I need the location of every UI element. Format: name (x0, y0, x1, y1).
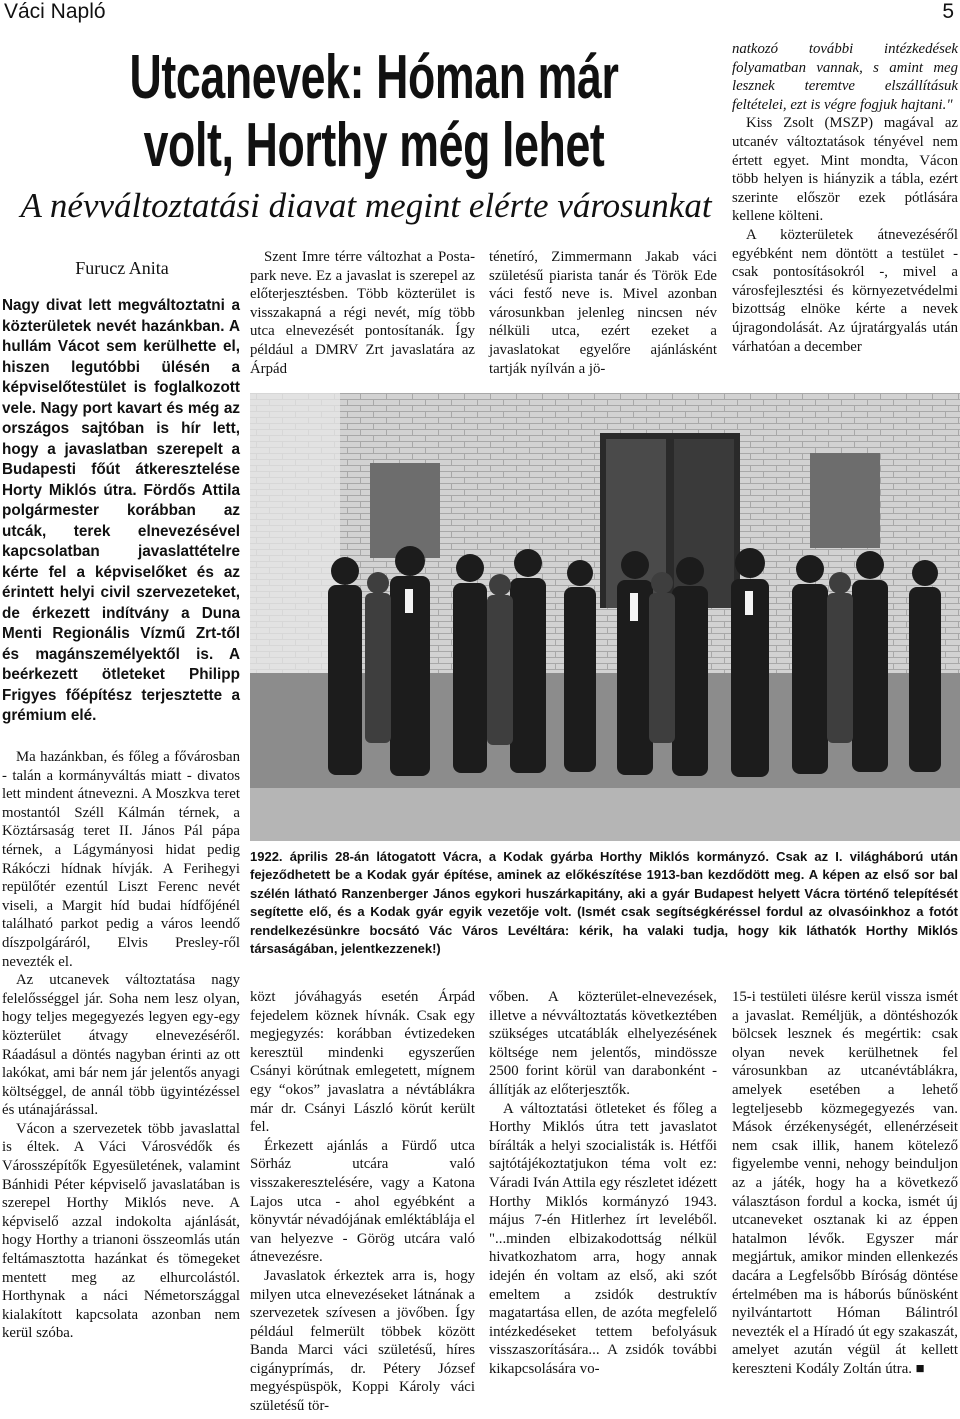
article-title: Utcanevek: Hóman már volt, Horthy még lehet (129, 43, 619, 180)
col4-paragraph: natkozó további intézkedések folyamatban vannak, s amint meg lesznek teremtve elszállításuk feltételei, ezt is végre fogjuk hajtani." (732, 41, 958, 113)
column-2-bottom-text (250, 988, 475, 1416)
column-1-text (2, 748, 240, 1343)
col3-paragraph: vőben. A közterület-elnevezések, illetve a névváltoztatás következtében szükséges utcatáblák elhelyezésének költsége nem jelentős, mindössze 2500 forint körül van darabonként - állítják az előterjesztők. (489, 989, 717, 1098)
col4-paragraph: A közterületek átnevezéséről egyébként nem döntött a testület - csak pontosításokról -, mivel a városfejlesztési és környezetvédelmi bizottság elnöke kérte a nevek újragondolását. Az újratárgyalás után várhatóan a december (732, 226, 958, 355)
col2-paragraph: Érkezett ajánlás a Fürdő utca Sörház utcára való visszakeresztelésére, vagy a Katona Lajos utca - ahol egyébként a könyvtár névadójának emléktáblája el van helyezve - Görög utcára való átnevezésre. (250, 1137, 475, 1266)
col1-paragraph: Az utcanevek változtatása nagy felelősséggel jár. Soha nem lesz olyan, hogy teljes megegyezés legyen egy-egy közterület átvagy elnevezéséről. Ráadásul a döntés nagyban érinti az ott lakókat, ami bár nem jár jelentős anyagi költséggel, de annál több ügyintézéssel és utánajárással. (2, 972, 240, 1119)
photo-caption: 1922. április 28-án látogatott Vácra, a Kodak gyárba Horthy Miklós kormányzó. Csak az I. világháború után fejeződhetett be a Kodak gyár építése, aminek az előkészítése 1913-ban kezdődött meg. A képen az első sor bal szélén látható Ranzenberger János egykori huszárkapitány, aki a gyár Budapest helyett Vácra történő telepítését segítette elő, és a Kodak gyár egyik vezetője volt. (Ismét csak segítségkéréssel fordul az olvasóinkhoz a fotót rendelkezésünkre bocsátó Vác Város Levéltára: kérik, ha valaki tudja, hogy kik láthatók Horthy Miklós társaságában, jelentkezzenek!) (250, 849, 958, 957)
column-3-top-text: ténetíró, Zimmermann Jakab váci születésű piarista tanár és Török Ede váci festő neve is. Mivel azonban városunkban jelenleg nincsen név nélküli utca, ezért ezeket a javaslatokat egyelőre ajánlásként tartják nyílván a jö- (489, 249, 717, 377)
page-number: 5 (942, 0, 954, 23)
publication-name: Váci Napló (4, 0, 106, 23)
col3-paragraph: A változtatási ötleteket és főleg a Horthy Miklós útra tett javaslatot bírálták a helyi szocialisták is. Hétfői sajtótájékoztatjukon téma volt ez: Váradi Iván Attila egy részletet idézett Horthy Miklós kormányzó 1943. május 7-én Hitlerhez írt leveléből. "...minden elbizakodottság nélkül hivatkozhatom arra, hogy annak idején én voltam az első, aki szót emeltem a zsidók destruktív magatartása ellen, de azóta megfelelő intézkedéseket tettem befolyásuk visszaszorítására... A zsidók további kikapcsolására vo- (489, 1100, 718, 1377)
article-subtitle: A névváltoztatási diavat megint elérte városunkat (20, 186, 712, 225)
col2-paragraph: közt jóváhagyás esetén Árpád fejedelem köznek hívnák. Csak egy megjegyzés: korábban évtizedeken keresztül mindenki egyszerűen Csányi körútnak emlegetett, mígnem egy “okos” javaslatra a névtáblákra már dr. Csányi László körút került fel. (250, 989, 475, 1136)
col1-paragraph: Ma hazánkban, és főleg a fővárosban - talán a kormányváltás miatt - divatos lett mindent átnevezni. A Moszkva teret mostantól Széll Kálmán térnek, a Köztársaság teret II. János Pál pápa térnek, a Lágymányosi hidat pedig Rákóczi hídnak hívják. A Ferihegyi repülőtér ezentúl Liszt Ferenc nevét viseli, a Margit híd budai hídfőjénél található parkot pedig a város leendő díszpolgáráról, Elvis Presley-ről nevezték el. (2, 749, 240, 970)
col4-paragraph: Kiss Zsolt (MSZP) magával az utcanév változtatások tényével nem értett egyet. Mint mondta, Vácon több helyen is hiányzik a tábla, ezért szerinte először ezek pótlására kellene költeni. (732, 115, 958, 225)
column-3-bottom-text (489, 988, 717, 1378)
column-4-bottom-text: 15-i testületi ülésre kerül vissza ismét a javaslat. Reméljük, a döntéshozók bölcsek lesznek és megértik: csak olyan nevek kerülhetnek fel városunkban az utcanévtáblákra, amelyek esetében a lehető legteljesebb közmegegyezés van. Mások érzékenységét, ellenérzéseit nem csak illik, hanem kötelező figyelembe venni, nehogy beinduljon az a játék, hogy ha a következő választáson fordul a kocka, ismét új utcaneveket osztanak ki az éppen hatalmon lévők. Egyszer már megjártuk, amikor minden ellenkezés dacára a Legfelsőbb Bíróság döntése értelmében ma is háborús bűnösként nyilvántartott Hóman Bálintról nevezték el a Híradó út egy szakaszát, amelyet azután végül át kellett kereszteni Kodály Zoltán útra. ■ (732, 989, 958, 1377)
col2-paragraph: Javaslatok érkeztek arra is, hogy milyen utca elnevezéseket látnának a szervezetek szívesen a jövőben. Így például felmerült többek között Banda Marci váci születésű, híres cigányprímás, dr. Pétery József megyéspüspök, Koppi Károly váci születésű tör- (250, 1267, 475, 1415)
photo-illustration (250, 393, 960, 841)
col1-paragraph: Vácon a szervezetek több javaslattal is éltek. A Váci Városvédők és Városszépítők Egyesületének, valamint Bánhidi Péter képviselő javaslatában is szerepel Horthy Miklós neve. A képviselő azzal indokolta ajánlását, hogy Horthy a trianoni összeomlás után feltámasztotta hazánkat és tömegeket mentett meg az elhurcolástól. Horthynak a náci Németországgal kialakított kapcsolata azonban nem kerül szóba. (2, 1120, 240, 1342)
column-4-top-text (732, 40, 958, 356)
column-2-top-text: Szent Imre térre változhat a Posta-park neve. Ez a javaslat is szerepel az előterjesztésben. Több közterület is visszakapná a régi nevét, míg több utca elnevezését pontosítanák. Így például a DMRV Zrt javaslatára az Árpád (250, 249, 475, 377)
historical-photo (250, 393, 960, 841)
lead-paragraph: Nagy divat lett megváltoztatni a közterületek nevét hazánkban. A hullám Vácot sem kerülhette el, hiszen legutóbbi ülésén a képviselőtestület is foglalkozott vele. Nagy port kavart és még az országos sajtóban is hír lett, hogy a javaslatban szerepelt a Budapesti főút átkeresztelése Horty Miklós útra. Fördős Attila polgármester korábban az utcák, terek elnevezésével kapcsolatban javaslattételre kérte fel a képviselőket és az érintett helyi civil szervezeteket, de érkezett indítvány a Duna Menti Regionális Vízmű Zrt-től és magánszemélyektől is. A beérkezett ötleteket Philipp Frigyes főépítész terjesztette a grémium elé. (2, 297, 240, 724)
author-name: Furucz Anita (75, 258, 169, 278)
